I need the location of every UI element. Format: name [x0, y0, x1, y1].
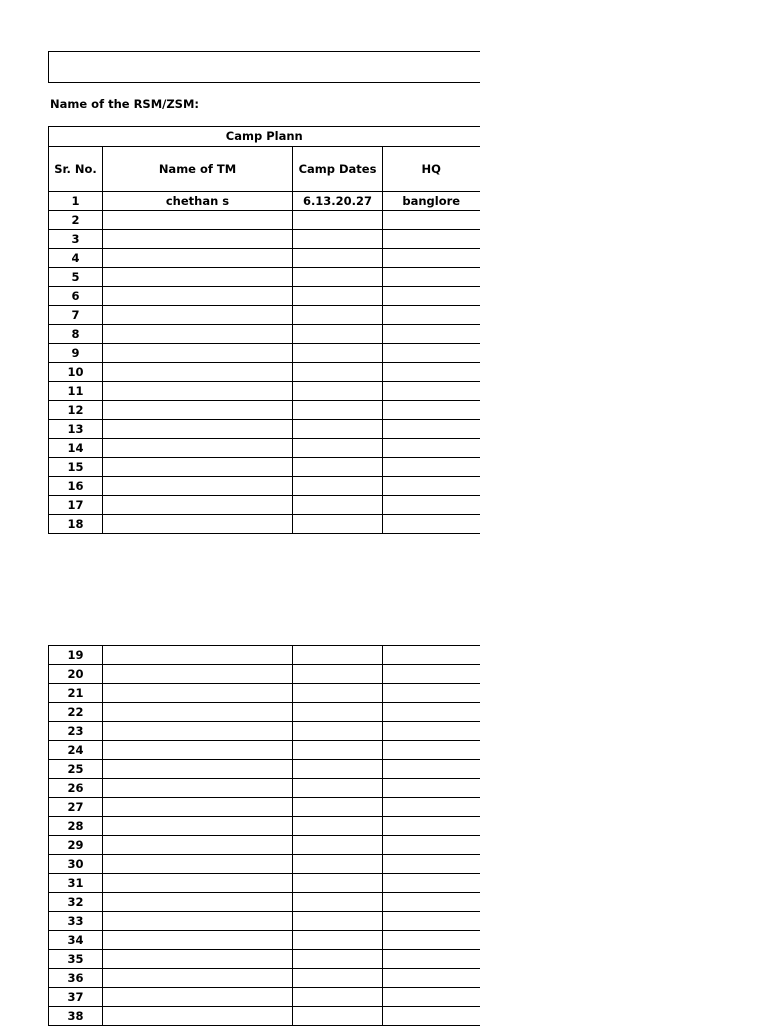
sr-no-cell: 27: [49, 798, 103, 817]
table-row: [49, 969, 480, 988]
hq-cell[interactable]: [383, 268, 480, 287]
camp-dates-cell[interactable]: [293, 779, 383, 798]
sr-no-cell: 21: [49, 684, 103, 703]
sr-no-cell: 18: [49, 515, 103, 534]
hq-cell[interactable]: [383, 741, 480, 760]
camp-dates-cell[interactable]: [293, 249, 383, 268]
table-row: [49, 817, 480, 836]
table-row: [49, 382, 480, 401]
sr-no-cell: 36: [49, 969, 103, 988]
name-of-tm-cell[interactable]: [103, 779, 293, 798]
sr-no-cell: 6: [49, 287, 103, 306]
sr-no-cell: 22: [49, 703, 103, 722]
table-row: [49, 306, 480, 325]
camp-plan-table-continued: [48, 645, 480, 1026]
camp-dates-cell[interactable]: [293, 230, 383, 249]
table-row: [49, 249, 480, 268]
name-of-tm-cell[interactable]: [103, 817, 293, 836]
hq-cell[interactable]: banglore: [383, 192, 480, 211]
hq-cell[interactable]: [383, 477, 480, 496]
name-of-tm-cell[interactable]: [103, 665, 293, 684]
camp-dates-cell[interactable]: [293, 401, 383, 420]
table-row: [49, 515, 480, 534]
hq-cell[interactable]: [383, 722, 480, 741]
hq-cell[interactable]: [383, 817, 480, 836]
table-row: [49, 646, 480, 665]
hq-cell[interactable]: [383, 515, 480, 534]
camp-dates-cell[interactable]: [293, 684, 383, 703]
sr-no-cell: 34: [49, 931, 103, 950]
table-row: [49, 760, 480, 779]
header-sr-no: Sr. No.: [49, 147, 103, 192]
hq-cell[interactable]: [383, 893, 480, 912]
camp-plan-table: [48, 126, 480, 534]
camp-dates-cell[interactable]: [293, 931, 383, 950]
hq-cell[interactable]: [383, 344, 480, 363]
sr-no-cell: 38: [49, 1007, 103, 1026]
table-row: [49, 1007, 480, 1026]
camp-dates-cell[interactable]: [293, 703, 383, 722]
name-of-tm-cell[interactable]: [103, 230, 293, 249]
table-row: [49, 230, 480, 249]
camp-dates-cell[interactable]: [293, 287, 383, 306]
camp-dates-cell[interactable]: [293, 646, 383, 665]
table-row: [49, 363, 480, 382]
sr-no-cell: 16: [49, 477, 103, 496]
sr-no-cell: 1: [49, 192, 103, 211]
hq-cell[interactable]: [383, 760, 480, 779]
sr-no-cell: 3: [49, 230, 103, 249]
header-hq: HQ: [383, 147, 480, 192]
table-row: [49, 931, 480, 950]
camp-dates-cell[interactable]: [293, 477, 383, 496]
table-row: [49, 458, 480, 477]
sr-no-cell: 29: [49, 836, 103, 855]
rsm-zsm-label: Name of the RSM/ZSM:: [50, 97, 200, 111]
hq-cell[interactable]: [383, 874, 480, 893]
table-row: [49, 798, 480, 817]
name-of-tm-cell[interactable]: [103, 684, 293, 703]
name-of-tm-cell[interactable]: [103, 249, 293, 268]
table-row: [49, 874, 480, 893]
sr-no-cell: 5: [49, 268, 103, 287]
table-title-cell: [49, 127, 480, 147]
table-title-row: [49, 127, 480, 147]
table-row: [49, 988, 480, 1007]
camp-dates-cell[interactable]: [293, 420, 383, 439]
hq-cell[interactable]: [383, 665, 480, 684]
table-row: [49, 741, 480, 760]
hq-cell[interactable]: [383, 988, 480, 1007]
sr-no-cell: 11: [49, 382, 103, 401]
camp-dates-cell[interactable]: [293, 988, 383, 1007]
sr-no-cell: 24: [49, 741, 103, 760]
camp-dates-cell[interactable]: [293, 665, 383, 684]
name-of-tm-cell[interactable]: [103, 325, 293, 344]
name-of-tm-cell[interactable]: [103, 420, 293, 439]
sr-no-cell: 13: [49, 420, 103, 439]
name-of-tm-cell[interactable]: [103, 836, 293, 855]
camp-dates-cell[interactable]: [293, 855, 383, 874]
table-row: [49, 211, 480, 230]
header-name-of-tm: Name of TM: [103, 147, 293, 192]
camp-dates-cell[interactable]: [293, 458, 383, 477]
hq-cell[interactable]: [383, 855, 480, 874]
table-row: [49, 287, 480, 306]
sr-no-cell: 20: [49, 665, 103, 684]
name-of-tm-cell[interactable]: [103, 287, 293, 306]
hq-cell[interactable]: [383, 836, 480, 855]
camp-dates-cell[interactable]: [293, 325, 383, 344]
name-of-tm-cell[interactable]: [103, 893, 293, 912]
camp-dates-cell[interactable]: [293, 950, 383, 969]
sr-no-cell: 12: [49, 401, 103, 420]
camp-dates-cell[interactable]: 6.13.20.27: [293, 192, 383, 211]
table-row: [49, 401, 480, 420]
name-of-tm-cell[interactable]: [103, 211, 293, 230]
camp-dates-cell[interactable]: [293, 760, 383, 779]
sr-no-cell: 33: [49, 912, 103, 931]
camp-dates-cell[interactable]: [293, 969, 383, 988]
sr-no-cell: 10: [49, 363, 103, 382]
table-row: [49, 420, 480, 439]
hq-cell[interactable]: [383, 325, 480, 344]
table-row: [49, 477, 480, 496]
camp-dates-cell[interactable]: [293, 1007, 383, 1026]
name-of-tm-cell[interactable]: [103, 401, 293, 420]
table-row: [49, 912, 480, 931]
table-row: [49, 268, 480, 287]
table-row: [49, 836, 480, 855]
name-of-tm-cell[interactable]: [103, 950, 293, 969]
table-row: [49, 344, 480, 363]
sr-no-cell: 7: [49, 306, 103, 325]
hq-cell[interactable]: [383, 211, 480, 230]
table-row: [49, 684, 480, 703]
sr-no-cell: 8: [49, 325, 103, 344]
sr-no-cell: 32: [49, 893, 103, 912]
sr-no-cell: 28: [49, 817, 103, 836]
sr-no-cell: 4: [49, 249, 103, 268]
sr-no-cell: 9: [49, 344, 103, 363]
table-row: [49, 855, 480, 874]
name-of-tm-cell[interactable]: [103, 515, 293, 534]
name-of-tm-cell[interactable]: [103, 477, 293, 496]
sr-no-cell: 23: [49, 722, 103, 741]
table-row: [49, 665, 480, 684]
camp-dates-cell[interactable]: [293, 874, 383, 893]
name-of-tm-cell[interactable]: [103, 382, 293, 401]
hq-cell[interactable]: [383, 382, 480, 401]
name-of-tm-cell[interactable]: [103, 496, 293, 515]
hq-cell[interactable]: [383, 287, 480, 306]
table-row: [49, 779, 480, 798]
name-of-tm-cell[interactable]: [103, 969, 293, 988]
hq-cell[interactable]: [383, 703, 480, 722]
header-camp-dates: Camp Dates: [293, 147, 383, 192]
camp-dates-cell[interactable]: [293, 306, 383, 325]
name-of-tm-cell[interactable]: [103, 760, 293, 779]
camp-dates-cell[interactable]: [293, 439, 383, 458]
hq-cell[interactable]: [383, 363, 480, 382]
hq-cell[interactable]: [383, 684, 480, 703]
title-box[interactable]: [48, 51, 480, 83]
table-row: [49, 496, 480, 515]
sr-no-cell: 2: [49, 211, 103, 230]
hq-cell[interactable]: [383, 912, 480, 931]
table-header-row: [49, 147, 480, 192]
camp-dates-cell[interactable]: [293, 496, 383, 515]
sr-no-cell: 14: [49, 439, 103, 458]
name-of-tm-cell[interactable]: [103, 344, 293, 363]
hq-cell[interactable]: [383, 401, 480, 420]
name-of-tm-cell[interactable]: [103, 722, 293, 741]
hq-cell[interactable]: [383, 230, 480, 249]
name-of-tm-cell[interactable]: [103, 703, 293, 722]
camp-dates-cell[interactable]: [293, 912, 383, 931]
hq-cell[interactable]: [383, 798, 480, 817]
camp-dates-cell[interactable]: [293, 211, 383, 230]
name-of-tm-cell[interactable]: [103, 798, 293, 817]
camp-dates-cell[interactable]: [293, 836, 383, 855]
name-of-tm-cell[interactable]: [103, 458, 293, 477]
table-row: [49, 893, 480, 912]
camp-dates-cell[interactable]: [293, 741, 383, 760]
name-of-tm-cell[interactable]: [103, 874, 293, 893]
sr-no-cell: 31: [49, 874, 103, 893]
table-row: [49, 325, 480, 344]
name-of-tm-cell[interactable]: chethan s: [103, 192, 293, 211]
camp-dates-cell[interactable]: [293, 798, 383, 817]
name-of-tm-cell[interactable]: [103, 1007, 293, 1026]
camp-dates-cell[interactable]: [293, 268, 383, 287]
name-of-tm-cell[interactable]: [103, 306, 293, 325]
hq-cell[interactable]: [383, 779, 480, 798]
camp-dates-cell[interactable]: [293, 382, 383, 401]
hq-cell[interactable]: [383, 249, 480, 268]
name-of-tm-cell[interactable]: [103, 439, 293, 458]
hq-cell[interactable]: [383, 496, 480, 515]
name-of-tm-cell[interactable]: [103, 931, 293, 950]
camp-dates-cell[interactable]: [293, 363, 383, 382]
hq-cell[interactable]: [383, 439, 480, 458]
camp-dates-cell[interactable]: [293, 817, 383, 836]
name-of-tm-cell[interactable]: [103, 855, 293, 874]
hq-cell[interactable]: [383, 931, 480, 950]
camp-dates-cell[interactable]: [293, 722, 383, 741]
table-title: Camp Plann: [225, 129, 303, 143]
table-row: [49, 950, 480, 969]
table-row: [49, 722, 480, 741]
name-of-tm-cell[interactable]: [103, 646, 293, 665]
name-of-tm-cell[interactable]: [103, 741, 293, 760]
sr-no-cell: 35: [49, 950, 103, 969]
camp-dates-cell[interactable]: [293, 344, 383, 363]
hq-cell[interactable]: [383, 420, 480, 439]
hq-cell[interactable]: [383, 646, 480, 665]
name-of-tm-cell[interactable]: [103, 268, 293, 287]
sr-no-cell: 25: [49, 760, 103, 779]
table-row: [49, 192, 480, 211]
table-row: [49, 439, 480, 458]
sr-no-cell: 30: [49, 855, 103, 874]
sr-no-cell: 37: [49, 988, 103, 1007]
hq-cell[interactable]: [383, 306, 480, 325]
sr-no-cell: 15: [49, 458, 103, 477]
table-row: [49, 703, 480, 722]
name-of-tm-cell[interactable]: [103, 363, 293, 382]
hq-cell[interactable]: [383, 950, 480, 969]
name-of-tm-cell[interactable]: [103, 912, 293, 931]
sr-no-cell: 26: [49, 779, 103, 798]
name-of-tm-cell[interactable]: [103, 988, 293, 1007]
hq-cell[interactable]: [383, 458, 480, 477]
camp-dates-cell[interactable]: [293, 893, 383, 912]
sr-no-cell: 19: [49, 646, 103, 665]
hq-cell[interactable]: [383, 1007, 480, 1026]
sr-no-cell: 17: [49, 496, 103, 515]
hq-cell[interactable]: [383, 969, 480, 988]
camp-dates-cell[interactable]: [293, 515, 383, 534]
